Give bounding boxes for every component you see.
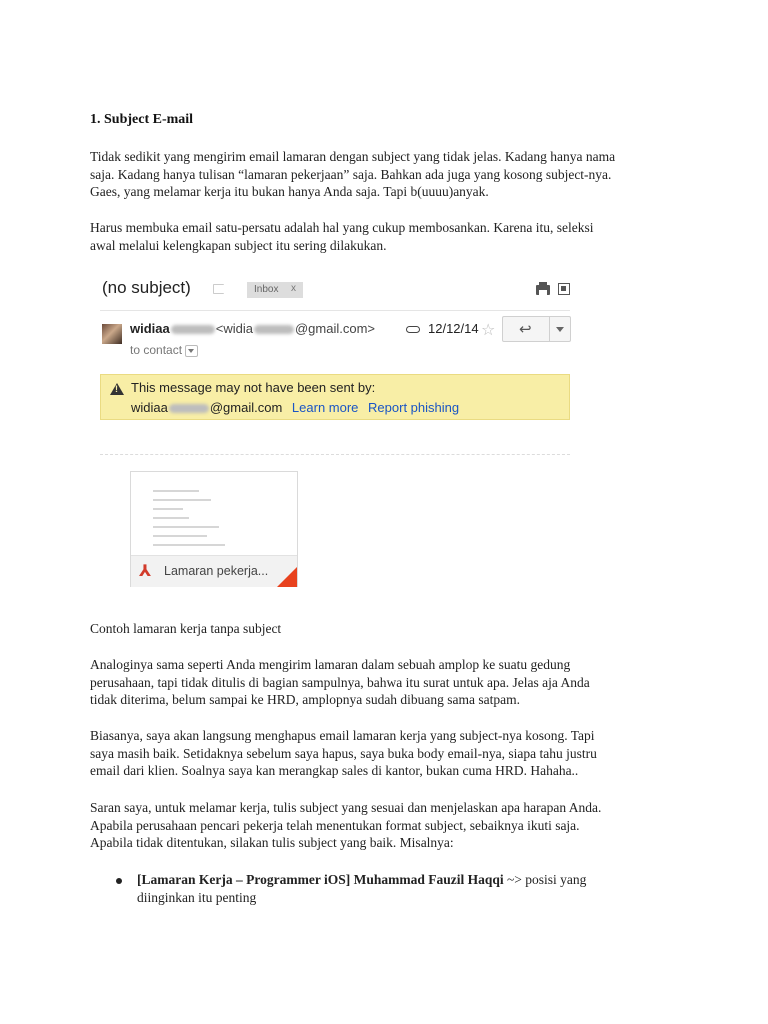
paragraph-line: Harus membuka email satu-persatu adalah hal yang cukup membosankan. Karena itu, seleksi [90, 220, 594, 235]
phishing-warning-banner [100, 374, 570, 420]
paragraph-line: Apabila tidak ditentukan, silakan tulis subject yang baik. Misalnya: [90, 835, 454, 850]
bullet-rest-1: ~> posisi yang [503, 872, 587, 887]
paragraph-1 [90, 148, 690, 201]
redaction-blur [254, 325, 294, 334]
warning-email-prefix: widiaa [131, 400, 168, 415]
redaction-blur [171, 325, 215, 334]
attachment-icon [406, 326, 420, 333]
bullet-point [116, 878, 122, 884]
email-date: 12/12/14 [428, 321, 479, 336]
sender-address-suffix: @gmail.com> [294, 321, 375, 336]
warning-detail [131, 400, 459, 415]
sender-line [130, 321, 375, 336]
paragraph-line: awal melalui kelengkapan subject itu sering dilakukan. [90, 237, 387, 253]
new-window-icon[interactable] [558, 283, 570, 295]
inbox-label-text: Inbox [254, 284, 279, 295]
more-options-button[interactable] [549, 316, 571, 342]
warning-icon [110, 383, 124, 395]
email-subject: (no subject) [102, 278, 191, 297]
avatar [102, 324, 122, 344]
paragraph-line: Biasanya, saya akan langsung menghapus email lamaran kerja yang subject-nya kosong. Tapi [90, 728, 595, 743]
paragraph-4 [90, 727, 690, 780]
sender-name: widiaa [130, 321, 170, 336]
pdf-icon: ⅄ [139, 561, 152, 580]
paragraph-line: email dari klien. Soalnya saya kan merangkap sales di kantor, bukan cuma HRD. Hahaha.. [90, 763, 579, 778]
print-icon[interactable] [536, 285, 550, 295]
paragraph-line: Gaes, yang melamar kerja itu bukan hanya Anda saja. Tapi b(uuuu)anyak. [90, 184, 489, 199]
attachment-name: Lamaran pekerja... [164, 564, 269, 578]
warning-title: This message may not have been sent by: [131, 380, 376, 395]
importance-marker-icon[interactable] [213, 284, 224, 294]
email-screenshot [90, 270, 580, 590]
redaction-blur [169, 404, 209, 413]
remove-label-icon[interactable]: x [291, 283, 296, 294]
image-caption [90, 620, 690, 638]
paragraph-2 [90, 219, 690, 254]
warning-email-suffix: @gmail.com [209, 400, 283, 415]
paragraph-line: Analoginya sama seperti Anda mengirim lamaran dalam sebuah amplop ke suatu gedung [90, 657, 571, 672]
paragraph-3 [90, 656, 690, 709]
paragraph-line: saya masih baik. Setidaknya sebelum saya hapus, saya buka body email-nya, siapa tahu justru [90, 745, 597, 761]
pdf-attachment-card[interactable] [130, 471, 298, 587]
paragraph-line: perusahaan, tapi tidak ditulis di bagian sampulnya, bahwa itu surat untuk apa. Jelas aja Anda [90, 674, 590, 690]
paragraph-line: Saran saya, untuk melamar kerja, tulis subject yang sesuai dan menjelaskan apa harapan Anda. [90, 800, 602, 815]
example-subject: [Lamaran Kerja – Programmer iOS] Muhammad Fauzil Haqqi [137, 872, 504, 887]
paragraph-line: Tidak sedikit yang mengirim email lamaran dengan subject yang tidak jelas. Kadang hanya nama [90, 149, 616, 164]
paragraph-5 [90, 799, 690, 852]
bullet-item [137, 871, 697, 906]
fold-corner-icon [277, 567, 297, 587]
divider [100, 310, 570, 311]
bullet-rest-2: diinginkan itu penting [137, 889, 257, 905]
recipient-line [130, 343, 198, 357]
inbox-label[interactable] [247, 282, 303, 298]
divider [100, 454, 570, 455]
caption-line: Contoh lamaran kerja tanpa subject [90, 621, 282, 636]
to-contact-text: to contact [130, 343, 183, 357]
sender-address-prefix: <widia [215, 321, 253, 336]
paragraph-line: saja. Kadang hanya tulisan “lamaran pekerjaan” saja. Bahkan ada juga yang kosong subject-nya. [90, 166, 612, 182]
show-details-icon[interactable] [185, 345, 198, 357]
reply-button[interactable] [502, 316, 550, 342]
paragraph-line: Apabila perusahaan pencari pekerja telah menentukan format subject, sebaiknya ikuti saja. [90, 817, 580, 833]
star-icon[interactable]: ☆ [481, 322, 496, 339]
report-phishing-link[interactable]: Report phishing [368, 400, 460, 415]
reply-icon: ↩ [519, 321, 532, 338]
learn-more-link[interactable]: Learn more [291, 400, 359, 415]
attachment-thumbnail [131, 472, 297, 555]
bullet-line [137, 871, 697, 889]
section-heading: 1. Subject E-mail [90, 112, 194, 127]
attachment-footer [131, 555, 297, 587]
paragraph-line: tidak diterima, belum sampai ke HRD, amplopnya sudah dibuang sama satpam. [90, 692, 521, 707]
